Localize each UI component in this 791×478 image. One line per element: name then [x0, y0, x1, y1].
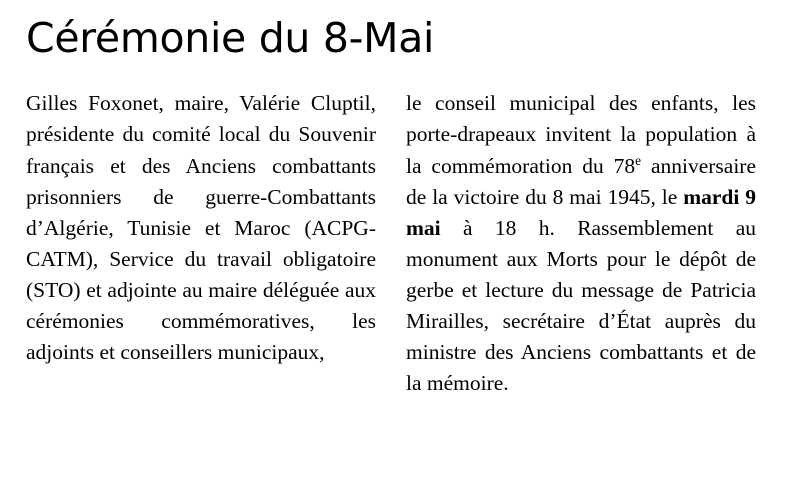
article-paragraph-right — [406, 88, 756, 399]
article-text-segment-3: à 18 h. Rassemblement au monument aux Morts pour le dépôt de gerbe et lecture du message de Patricia Mirailles, secrétaire d’État auprès du ministre des Anciens combattants et de la mémoire. — [406, 215, 756, 395]
page-title: Cérémonie du 8-Mai — [26, 14, 435, 62]
ordinal-suffix: e — [635, 152, 642, 168]
article — [26, 14, 766, 399]
article-column-right — [406, 88, 756, 399]
article-columns — [26, 88, 766, 399]
article-column-left — [26, 88, 376, 368]
article-paragraph-left: Gilles Foxonet, maire, Valérie Cluptil, présidente du comité local du Souvenir français et des Anciens combattants prisonniers de guerre-Combattants d’Algérie, Tunisie et Maroc (ACPG-CATM), Service du travail obligatoire (STO) et adjointe au maire déléguée aux cérémonies commémoratives, les adjoints et conseillers municipaux, — [26, 91, 376, 364]
article-text-segment-1: le conseil municipal des enfants, les porte-drapeaux invitent la population à la commémoration du 78 — [406, 91, 756, 178]
article-emphasis-date: mardi 9 mai — [406, 184, 757, 240]
article-text-segment-2: anniversaire de la victoire du 8 mai 1945, le — [406, 153, 756, 209]
